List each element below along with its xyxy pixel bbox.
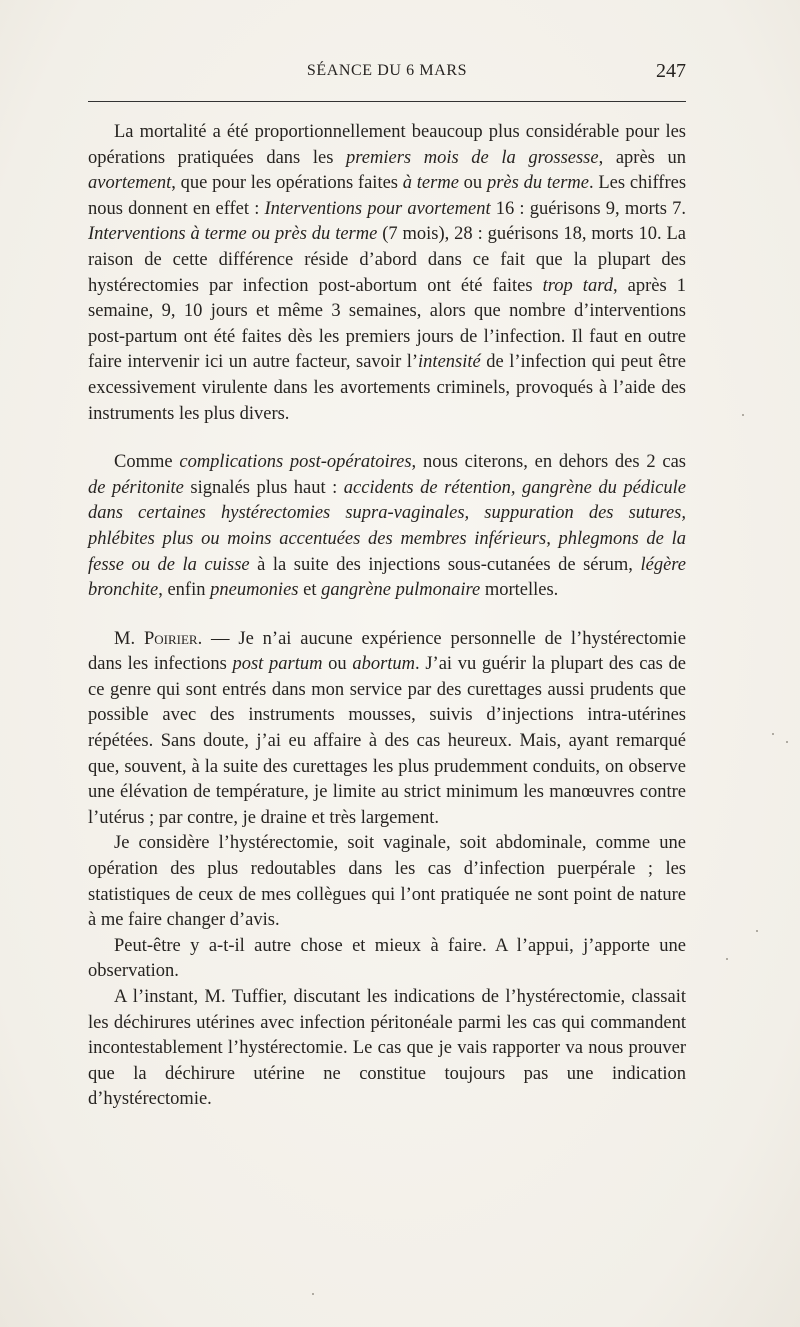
italic-text-segment: Interventions pour avortement (264, 198, 491, 219)
text-segment: (7 mois), 28 : guérisons 18, morts 10. La raison de cette différence réside d’abord dans ce fait que la plupart des hystérectomies par infection post-abortum ont été faites (88, 224, 686, 296)
paragraph-poirier (88, 627, 686, 832)
italic-text-segment: accidents de rétention, gangrène du pédicule dans certaines hystérectomies supra-vaginales, suppuration des sutures, phlébites plus ou moins accentuées des membres inférieurs, phlegmons de la fesse ou de la cuisse (88, 477, 686, 575)
text-segment: 16 : guérisons 9, morts 7. (490, 198, 686, 219)
paragraph-observation (88, 934, 686, 985)
text-segment: , que pour les opérations faites (171, 173, 403, 194)
italic-text-segment: Interventions à terme ou près du terme (88, 224, 378, 245)
italic-text-segment: avortement (88, 173, 172, 194)
paragraph-hysterectomy-opinion (88, 831, 686, 933)
italic-text-segment: intensité (418, 352, 481, 373)
text-segment: Peut-être y a-t-il autre chose et mieux à faire. A l’appui, j’apporte une observation. (88, 935, 686, 982)
italic-text-segment: légère bronchite (88, 554, 687, 601)
text-segment: ou (322, 654, 353, 675)
text-segment: , nous citerons, en dehors des 2 cas (411, 452, 687, 473)
italic-text-segment: près du terme (486, 173, 589, 194)
italic-text-segment: premiers mois de la grossesse (346, 147, 599, 168)
italic-text-segment: trop tard (542, 275, 613, 296)
paper-speck (312, 1293, 314, 1295)
text-segment: La mortalité a été proportionnellement beaucoup plus considérable pour les opérations pratiquées dans les (88, 122, 686, 168)
page-header (88, 62, 686, 88)
text-segment: M. (114, 628, 144, 649)
text-segment: Je considère l’hystérectomie, soit vaginale, soit abdominale, comme une opération des plus redoutables dans les cas d’infection puerpérale ; les statistiques de ceux de mes collègues qui l’ont pratiquée ne sont point de nature à me faire changer d’avis. (88, 833, 686, 931)
text-segment: , après un (598, 147, 686, 168)
text-segment: signalés plus haut : (183, 477, 344, 498)
paper-speck (772, 733, 774, 735)
paper-speck (756, 930, 758, 932)
italic-text-segment: à terme (402, 173, 459, 194)
page-number: 247 (656, 60, 686, 82)
header-rule (88, 101, 686, 102)
body-text (88, 120, 686, 1113)
italic-text-segment: abortum (352, 654, 416, 675)
text-segment: , après 1 semaine, 9, 10 jours et même 3 semaines, alors que nombre d’interventions post-partum ont été faites dès les premiers jours de l’infection. Il faut en outre faire intervenir ici un autre facteur, savoir l’ (88, 275, 686, 373)
text-segment: . — Je n’ai aucune expérience personnelle de l’hystérectomie dans les infections (88, 628, 686, 675)
text-segment: de l’infection qui peut être excessivement virulente dans les avortements criminels, provoqués à l’aide des instruments les plus divers. (88, 352, 686, 424)
speaker-name: Poirier (143, 628, 198, 649)
paragraph-complications (88, 450, 686, 604)
italic-text-segment: complications post-opératoires (179, 452, 412, 473)
paper-speck (742, 414, 744, 416)
text-segment: et (298, 580, 322, 601)
text-segment: mortelles. (480, 580, 559, 601)
paper-speck (786, 741, 788, 743)
italic-text-segment: post partum (232, 654, 323, 675)
text-segment: Comme (114, 452, 180, 473)
text-segment: , enfin (158, 580, 211, 601)
text-segment: ou (458, 173, 487, 194)
paragraph-tuffier (88, 985, 686, 1113)
paper-speck (726, 958, 728, 960)
italic-text-segment: de péritonite (88, 477, 184, 498)
running-title: SÉANCE DU 6 MARS (306, 62, 468, 79)
paragraph-mortality (88, 120, 686, 427)
text-segment: A l’instant, M. Tuffier, discutant les indications de l’hystérectomie, classait les déchirures utérines avec infection péritonéale parmi les cas qui commandent incontestablement l’hystérectomie. Le cas que je vais rapporter va nous prouver que la déchirure utérine ne constitue toujours pas une indication d’hystérectomie. (88, 987, 686, 1110)
italic-text-segment: pneumonies (210, 580, 299, 601)
italic-text-segment: gangrène pulmonaire (321, 580, 481, 601)
text-segment: à la suite des injections sous-cutanées de sérum, (249, 554, 641, 575)
text-segment: . J’ai vu guérir la plupart des cas de ce genre qui sont entrés dans mon service par des curettages aussi prudents que possible avec des instruments mousses, suivis d’injections intra-utérines répétées. Sans doute, j’ai eu affaire à des cas heureux. Mais, ayant remarqué que, souvent, à la suite des curettages les plus prudemment conduits, on observe une élévation de température, je limite au strict minimum les manœuvres contre l’utérus ; par contre, je draine et très largement. (88, 654, 687, 828)
text-segment: . Les chiffres nous donnent en effet : (88, 173, 687, 219)
